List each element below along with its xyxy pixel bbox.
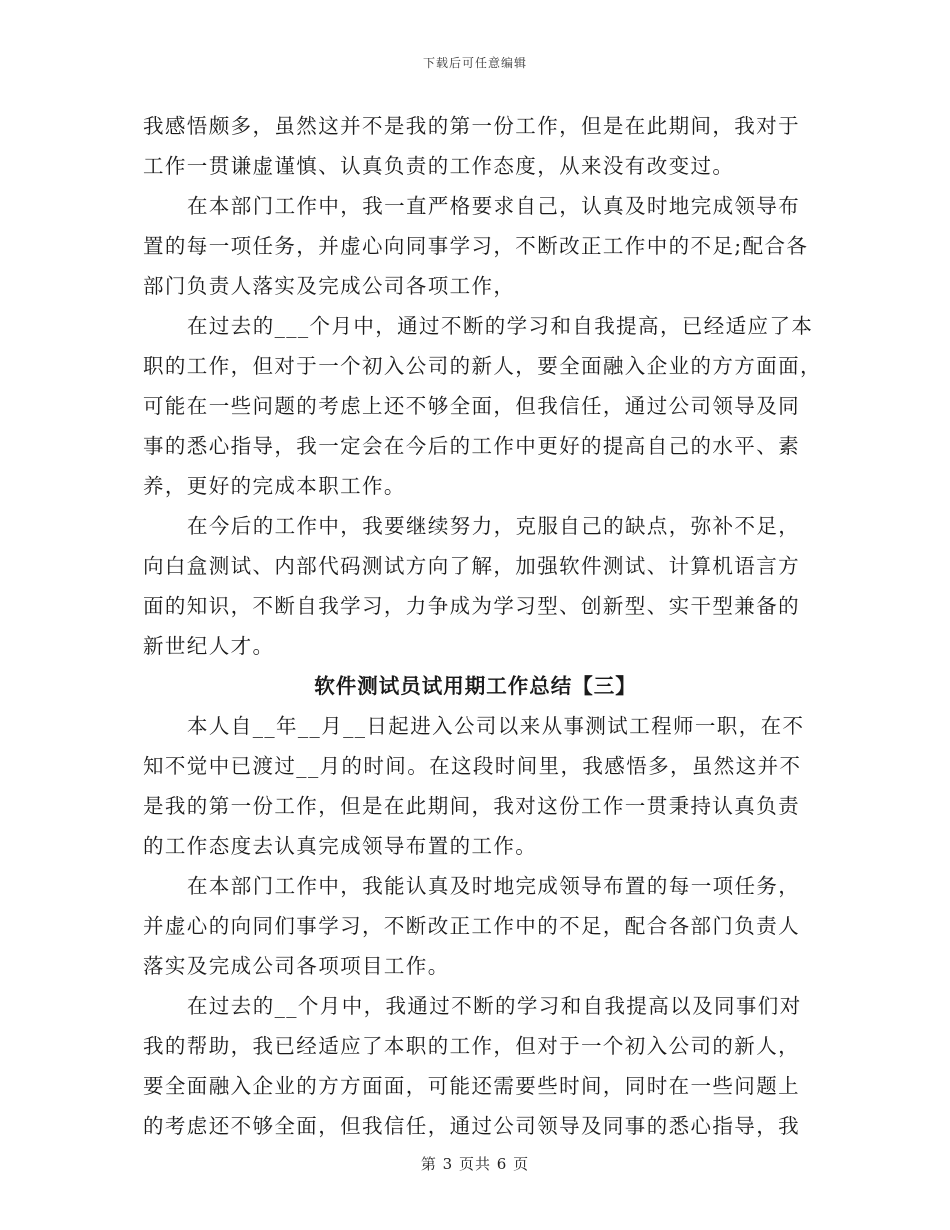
text-line: 部门负责人落实及完成公司各项工作，	[143, 274, 516, 298]
text-line: 的考虑还不够全面，但我信任，通过公司领导及同事的悉心指导，我	[143, 1114, 800, 1138]
text-line: 在本部门工作中，我能认真及时地完成领导布置的每一项任务，	[187, 874, 801, 898]
text-line: 向白盒测试、内部代码测试方向了解，加强软件测试、计算机语言方	[143, 554, 800, 578]
text-line: 是我的第一份工作，但是在此期间，我对这份工作一贯秉持认真负责	[143, 794, 800, 818]
text-line: 本人自__年__月__日起进入公司以来从事测试工程师一职，在不	[187, 714, 805, 738]
text-line: 的工作态度去认真完成领导布置的工作。	[143, 834, 538, 858]
text-line: 置的每一项任务，并虚心向同事学习，不断改正工作中的不足;配合各	[143, 234, 809, 258]
page-number-footer: 第 3 页共 6 页	[420, 1155, 530, 1173]
text-line: 我感悟颇多，虽然这并不是我的第一份工作，但是在此期间，我对于	[143, 114, 800, 138]
text-line: 在过去的___个月中，通过不断的学习和自我提高，已经适应了本	[187, 314, 814, 338]
text-line: 落实及完成公司各项项目工作。	[143, 954, 450, 978]
section-title: 软件测试员试用期工作总结【三】	[314, 674, 637, 698]
text-line: 新世纪人才。	[143, 634, 275, 658]
text-line: 可能在一些问题的考虑上还不够全面，但我信任，通过公司领导及同	[143, 394, 800, 418]
page-header-note: 下载后可任意编辑	[422, 56, 527, 70]
text-line: 知不觉中已渡过__月的时间。在这段时间里，我感悟多，虽然这并不	[143, 754, 802, 778]
text-line: 并虚心的向同们事学习，不断改正工作中的不足，配合各部门负责人	[143, 914, 800, 938]
document-body	[143, 106, 822, 1146]
text-line: 在今后的工作中，我要继续努力，克服自己的缺点，弥补不足，	[187, 514, 801, 538]
text-line: 要全面融入企业的方方面面，可能还需要些时间，同时在一些问题上	[143, 1074, 800, 1098]
text-line: 事的悉心指导，我一定会在今后的工作中更好的提高自己的水平、素	[143, 434, 800, 458]
text-line: 面的知识，不断自我学习，力争成为学习型、创新型、实干型兼备的	[143, 594, 800, 618]
text-line: 在过去的__个月中，我通过不断的学习和自我提高以及同事们对	[187, 994, 802, 1018]
text-line: 职的工作，但对于一个初入公司的新人，要全面融入企业的方方面面，	[143, 354, 822, 378]
text-line: 我的帮助，我已经适应了本职的工作，但对于一个初入公司的新人，	[143, 1034, 800, 1058]
text-line: 在本部门工作中，我一直严格要求自己，认真及时地完成领导布	[187, 194, 801, 218]
text-line: 养，更好的完成本职工作。	[143, 474, 406, 498]
text-line: 工作一贯谦虚谨慎、认真负责的工作态度，从来没有改变过。	[143, 154, 735, 178]
